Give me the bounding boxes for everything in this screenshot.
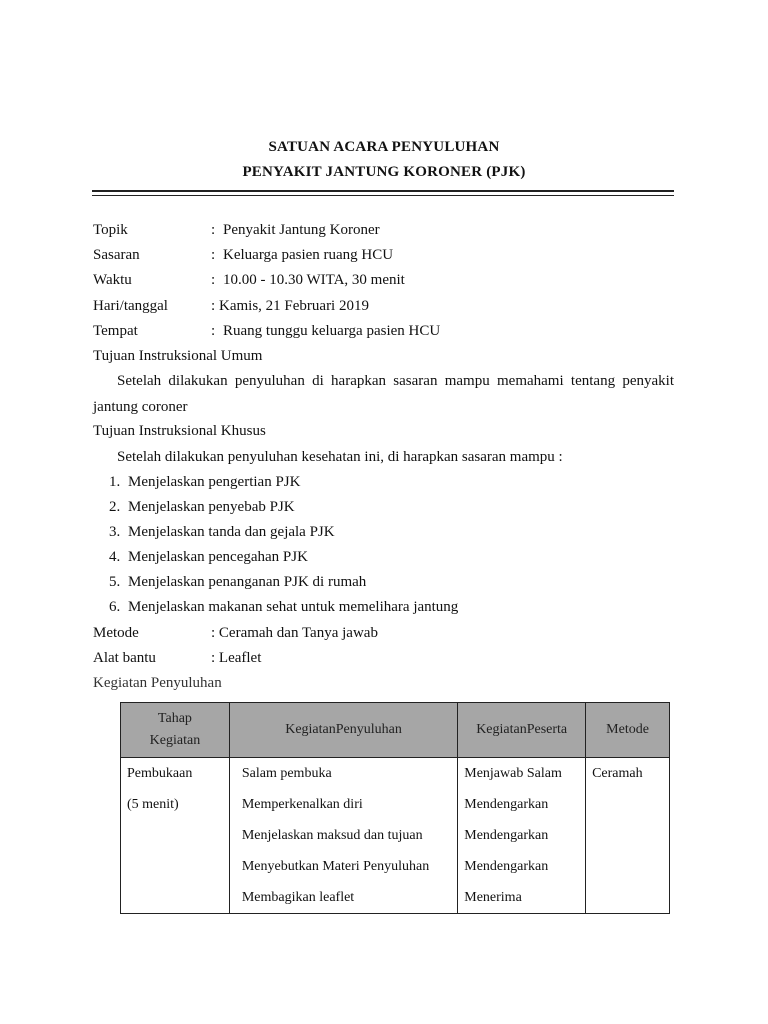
alat-bantu-value: : Leaflet <box>211 650 262 666</box>
penyuluhan-cell: Menyebutkan Materi Penyuluhan <box>229 851 457 882</box>
info-value: Penyakit Jantung Koroner <box>223 222 380 238</box>
tik-intro: Setelah dilakukan penyuluhan kesehatan ini, di harapkan sasaran mampu : <box>117 449 563 465</box>
metode-cell <box>586 851 670 882</box>
list-text: Menjelaskan pengertian PJK <box>128 474 301 490</box>
peserta-cell: Menerima <box>458 882 586 914</box>
table-row <box>121 851 670 882</box>
info-colon: : <box>211 272 216 288</box>
metode-cell <box>586 789 670 820</box>
metode-cell <box>586 820 670 851</box>
header-kegiatan-penyuluhan: KegiatanPenyuluhan <box>229 703 457 758</box>
list-number: 2. <box>109 499 121 515</box>
list-number: 6. <box>109 599 121 615</box>
title-rule-thick <box>92 190 674 192</box>
info-value: Keluarga pasien ruang HCU <box>223 247 394 263</box>
peserta-cell: Mendengarkan <box>458 789 586 820</box>
list-number: 1. <box>109 474 121 490</box>
tahap-cell <box>121 851 230 882</box>
info-colon: : <box>211 222 216 238</box>
list-number: 5. <box>109 574 121 590</box>
tahap-cell <box>121 882 230 914</box>
peserta-cell: Menjawab Salam <box>458 758 586 790</box>
info-colon: : <box>211 298 216 314</box>
info-value: 10.00 - 10.30 WITA, 30 menit <box>223 272 405 288</box>
list-text: Menjelaskan pencegahan PJK <box>128 549 308 565</box>
tiu-heading: Tujuan Instruksional Umum <box>93 348 263 364</box>
header-metode: Metode <box>586 703 670 758</box>
header-tahap-kegiatan: Tahap Kegiatan <box>121 703 230 758</box>
penyuluhan-cell: Menjelaskan maksud dan tujuan <box>229 820 457 851</box>
info-value: Ruang tunggu keluarga pasien HCU <box>223 323 441 339</box>
tahap-cell <box>121 820 230 851</box>
table-row <box>121 882 670 914</box>
info-label: Waktu <box>93 272 132 288</box>
document-title: SATUAN ACARA PENYULUHAN <box>268 139 500 155</box>
metode-label: Metode <box>93 625 139 641</box>
metode-cell: Ceramah <box>586 758 670 790</box>
alat-bantu-label: Alat bantu <box>93 650 156 666</box>
list-text: Menjelaskan makanan sehat untuk memelihara jantung <box>128 599 459 615</box>
tiu-text-line2: jantung coroner <box>93 399 188 415</box>
info-label: Tempat <box>93 323 138 339</box>
document-subtitle: PENYAKIT JANTUNG KORONER (PJK) <box>242 164 526 180</box>
info-colon: : <box>211 323 216 339</box>
info-value: Kamis, 21 Februari 2019 <box>219 298 369 314</box>
table-row <box>121 789 670 820</box>
tik-heading: Tujuan Instruksional Khusus <box>93 423 266 439</box>
penyuluhan-cell: Salam pembuka <box>229 758 457 790</box>
metode-cell <box>586 882 670 914</box>
info-colon: : <box>211 247 216 263</box>
list-text: Menjelaskan penyebab PJK <box>128 499 295 515</box>
list-number: 3. <box>109 524 121 540</box>
kegiatan-table <box>120 702 670 914</box>
penyuluhan-cell: Memperkenalkan diri <box>229 789 457 820</box>
tahap-cell: (5 menit) <box>121 789 230 820</box>
tahap-cell: Pembukaan <box>121 758 230 790</box>
title-rule-thin <box>92 195 674 196</box>
list-number: 4. <box>109 549 121 565</box>
table-header-row <box>121 703 670 758</box>
kegiatan-heading: Kegiatan Penyuluhan <box>93 675 222 691</box>
info-label: Topik <box>93 222 128 238</box>
peserta-cell: Mendengarkan <box>458 820 586 851</box>
header-kegiatan-peserta: KegiatanPeserta <box>458 703 586 758</box>
list-text: Menjelaskan penanganan PJK di rumah <box>128 574 367 590</box>
info-label: Sasaran <box>93 247 140 263</box>
table-row <box>121 820 670 851</box>
tiu-text-line1: Setelah dilakukan penyuluhan di harapkan sasaran mampu memahami tentang penyakit <box>117 373 674 389</box>
metode-value: : Ceramah dan Tanya jawab <box>211 625 378 641</box>
penyuluhan-cell: Membagikan leaflet <box>229 882 457 914</box>
peserta-cell: Mendengarkan <box>458 851 586 882</box>
list-text: Menjelaskan tanda dan gejala PJK <box>128 524 335 540</box>
info-label: Hari/tanggal <box>93 298 168 314</box>
table-row <box>121 758 670 790</box>
